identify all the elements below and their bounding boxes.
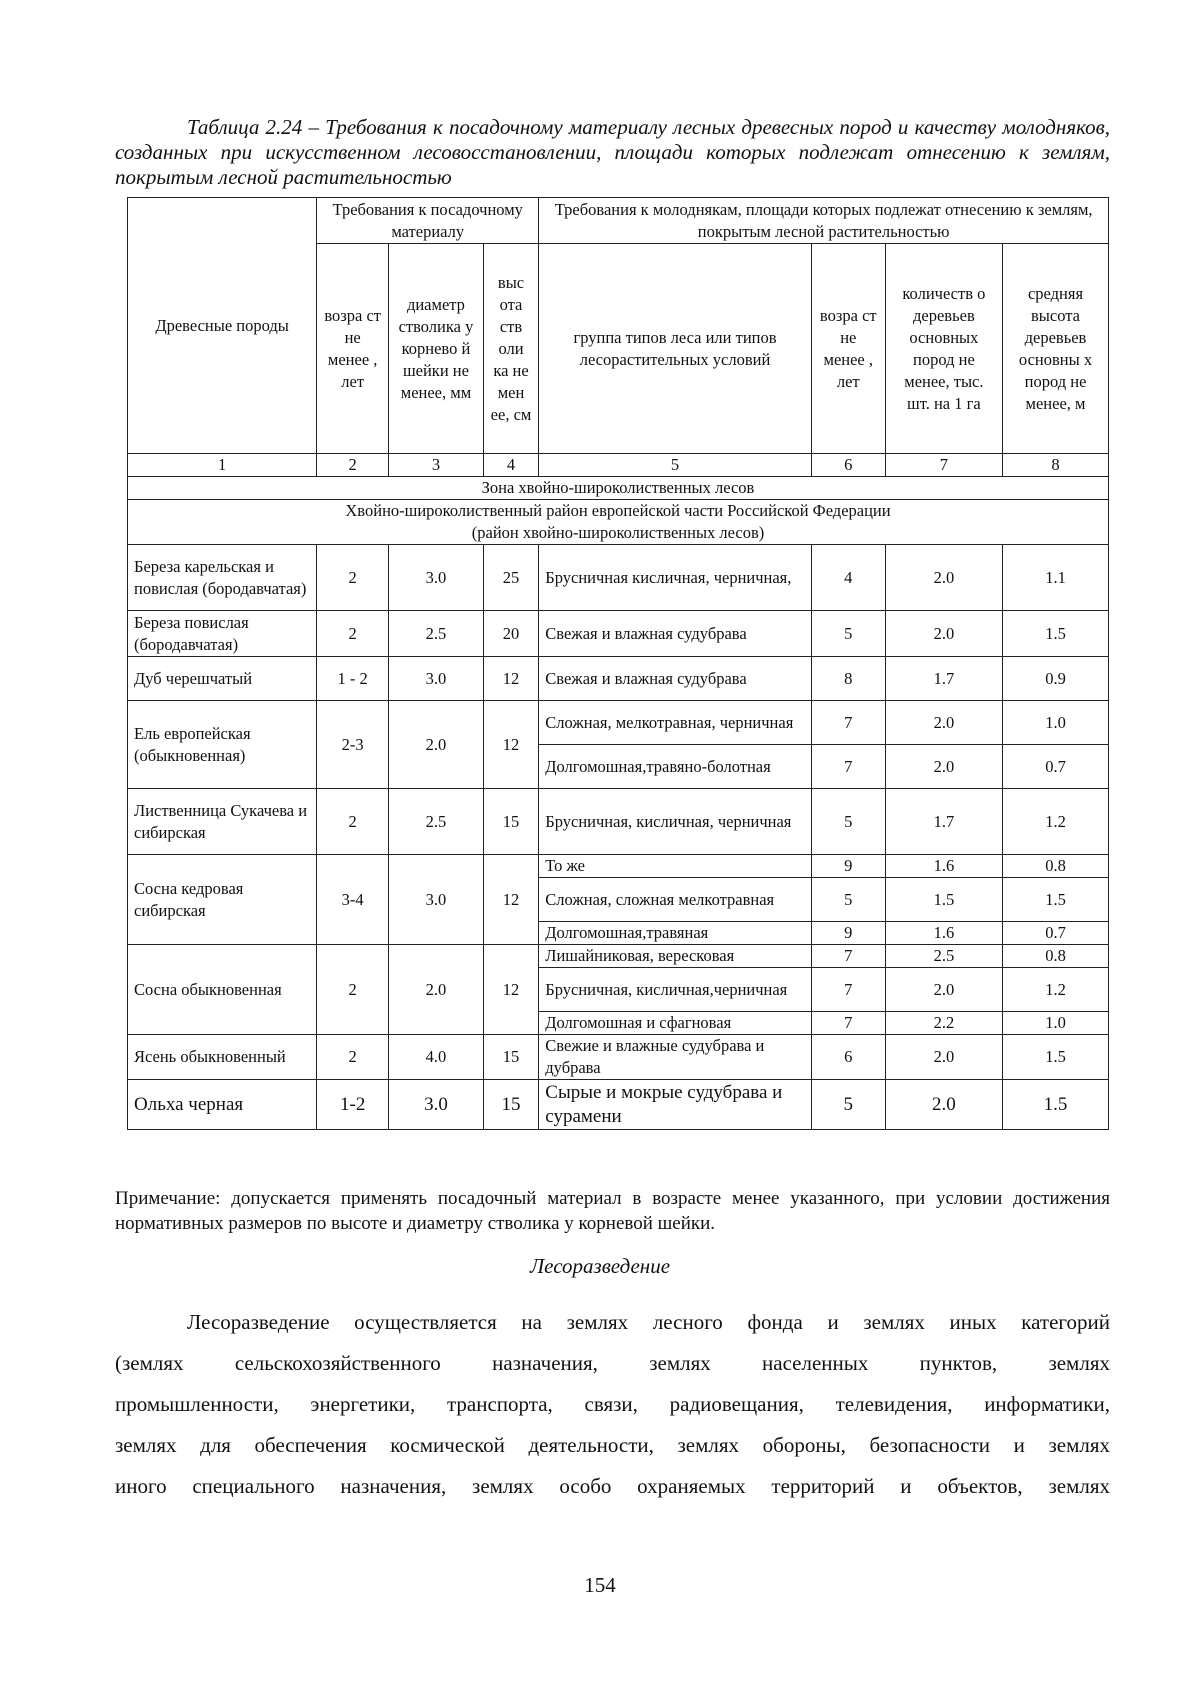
requirements-table [127, 197, 1109, 1130]
species-cell: Ясень обыкновенный [128, 1035, 317, 1080]
diameter-cell: 2.5 [389, 789, 484, 855]
forest-type-cell: Свежая и влажная судубрава [539, 657, 811, 701]
diameter-cell: 2.0 [389, 701, 484, 789]
height-cell: 12 [483, 701, 539, 789]
diameter-cell: 3.0 [389, 855, 484, 945]
table-row [128, 545, 1109, 611]
table-note: Примечание: допускается применять посадочный материал в возрасте менее указанного, при условии достижения нормативных размеров по высоте и диаметру стволика у корневой шейки. [115, 1188, 1110, 1234]
height-cell: 12 [483, 855, 539, 945]
tree-count-cell: 2.0 [885, 701, 1002, 745]
tree-count-cell: 2.0 [885, 1080, 1002, 1130]
young-age-cell: 6 [811, 1035, 885, 1080]
young-age-cell: 5 [811, 789, 885, 855]
young-age-cell: 5 [811, 1080, 885, 1130]
species-cell: Ольха черная [128, 1080, 317, 1130]
table-row [128, 611, 1109, 657]
young-age-cell: 7 [811, 1012, 885, 1035]
paragraph-line: промышленности, энергетики, транспорта, связи, радиовещания, телевидения, информатики, [115, 1392, 1110, 1416]
height-cell: 15 [483, 1080, 539, 1130]
planting-age-cell: 2-3 [317, 701, 389, 789]
forest-type-cell: Брусничная, кисличная,черничная [539, 968, 811, 1012]
header-species: Древесные породы [128, 198, 317, 454]
header-young-stands: Требования к молоднякам, площади которых подлежат отнесению к землям, покрытым лесной растительностью [539, 198, 1109, 244]
avg-height-cell: 1.5 [1003, 878, 1109, 922]
paragraph-line: Лесоразведение осуществляется на землях лесного фонда и землях иных категорий [187, 1310, 1110, 1334]
tree-count-cell: 2.0 [885, 545, 1002, 611]
height-cell: 15 [483, 789, 539, 855]
caption-line-1: Таблица 2.24 – Требования к посадочному материалу лесных древесных пород и качеству [187, 115, 997, 139]
diameter-cell: 2.5 [389, 611, 484, 657]
avg-height-cell: 1.5 [1003, 611, 1109, 657]
header-tree-count: количеств о деревьев основных пород не менее, тыс. шт. на 1 га [885, 244, 1002, 454]
header-age-young: возра ст не менее , лет [811, 244, 885, 454]
header-avg-height: средняя высота деревьев основны х пород не менее, м [1003, 244, 1109, 454]
young-age-cell: 5 [811, 611, 885, 657]
height-cell: 12 [483, 657, 539, 701]
avg-height-cell: 1.2 [1003, 789, 1109, 855]
forest-type-cell: Свежие и влажные судубрава и дубрава [539, 1035, 811, 1080]
planting-age-cell: 2 [317, 611, 389, 657]
tree-count-cell: 1.6 [885, 922, 1002, 945]
tree-count-cell: 2.2 [885, 1012, 1002, 1035]
caption-line-3: отнесению к землям, покрытым лесной растительностью [115, 140, 1110, 189]
col-number: 2 [317, 454, 389, 477]
tree-count-cell: 2.5 [885, 945, 1002, 968]
diameter-cell: 3.0 [389, 1080, 484, 1130]
table-row [128, 701, 1109, 745]
forest-type-cell: Долгомошная и сфагновая [539, 1012, 811, 1035]
height-cell: 25 [483, 545, 539, 611]
table-row [128, 945, 1109, 968]
avg-height-cell: 0.8 [1003, 855, 1109, 878]
planting-age-cell: 2 [317, 545, 389, 611]
avg-height-cell: 0.9 [1003, 657, 1109, 701]
planting-age-cell: 2 [317, 789, 389, 855]
planting-age-cell: 2 [317, 945, 389, 1035]
col-number: 8 [1003, 454, 1109, 477]
body-paragraph [115, 1302, 1110, 1507]
young-age-cell: 5 [811, 878, 885, 922]
avg-height-cell: 1.2 [1003, 968, 1109, 1012]
avg-height-cell: 1.1 [1003, 545, 1109, 611]
young-age-cell: 7 [811, 701, 885, 745]
young-age-cell: 9 [811, 855, 885, 878]
section-heading: Лесоразведение [529, 1254, 671, 1278]
paragraph-line: (землях сельскохозяйственного назначения, землях населенных пунктов, землях [115, 1351, 1110, 1375]
table-row [128, 789, 1109, 855]
tree-count-cell: 2.0 [885, 611, 1002, 657]
planting-age-cell: 3-4 [317, 855, 389, 945]
height-cell: 20 [483, 611, 539, 657]
tree-count-cell: 1.5 [885, 878, 1002, 922]
species-cell: Сосна кедровая сибирская [128, 855, 317, 945]
young-age-cell: 8 [811, 657, 885, 701]
species-cell: Сосна обыкновенная [128, 945, 317, 1035]
col-number: 7 [885, 454, 1002, 477]
forest-type-cell: Сложная, сложная мелкотравная [539, 878, 811, 922]
forest-type-cell: Брусничная, кисличная, черничная [539, 789, 811, 855]
forest-type-cell: Брусничная кисличная, черничная, [539, 545, 811, 611]
avg-height-cell: 1.5 [1003, 1035, 1109, 1080]
young-age-cell: 9 [811, 922, 885, 945]
planting-age-cell: 1 - 2 [317, 657, 389, 701]
col-number: 5 [539, 454, 811, 477]
header-planting-material: Требования к посадочному материалу [317, 198, 539, 244]
forest-type-cell: Долгомошная,травяная [539, 922, 811, 945]
region-line-1: Хвойно-широколиственный район европейской части Российской Федерации [345, 501, 891, 520]
page-number: 154 [584, 1573, 616, 1597]
table-row [128, 657, 1109, 701]
region-line-2: (район хвойно-широколиственных лесов) [471, 523, 765, 542]
paragraph-line: землях для обеспечения космической деятельности, землях обороны, безопасности и землях [115, 1433, 1110, 1457]
forest-type-cell: Долгомошная,травяно-болотная [539, 745, 811, 789]
species-cell: Дуб черешчатый [128, 657, 317, 701]
caption-line-2: молодняков, созданных при искусственном лесовосстановлении, площади которых подлежат [115, 115, 1111, 164]
col-number: 6 [811, 454, 885, 477]
height-cell: 12 [483, 945, 539, 1035]
species-cell: Ель европейская (обыкновенная) [128, 701, 317, 789]
col-number: 4 [483, 454, 539, 477]
avg-height-cell: 0.7 [1003, 745, 1109, 789]
tree-count-cell: 1.6 [885, 855, 1002, 878]
avg-height-cell: 1.0 [1003, 701, 1109, 745]
diameter-cell: 2.0 [389, 945, 484, 1035]
height-cell: 15 [483, 1035, 539, 1080]
avg-height-cell: 1.0 [1003, 1012, 1109, 1035]
header-forest-type: группа типов леса или типов лесорастительных условий [539, 244, 811, 454]
col-number: 3 [389, 454, 484, 477]
header-diameter: диаметр стволика у корнево й шейки не менее, мм [389, 244, 484, 454]
tree-count-cell: 2.0 [885, 1035, 1002, 1080]
avg-height-cell: 0.8 [1003, 945, 1109, 968]
diameter-cell: 3.0 [389, 657, 484, 701]
forest-type-cell: Лишайниковая, вересковая [539, 945, 811, 968]
planting-age-cell: 1-2 [317, 1080, 389, 1130]
header-height: выс ота ств оли ка не мен ее, см [483, 244, 539, 454]
diameter-cell: 3.0 [389, 545, 484, 611]
zone-heading: Зона хвойно-широколиственных лесов [128, 477, 1109, 500]
tree-count-cell: 1.7 [885, 657, 1002, 701]
tree-count-cell: 1.7 [885, 789, 1002, 855]
planting-age-cell: 2 [317, 1035, 389, 1080]
forest-type-cell: Свежая и влажная судубрава [539, 611, 811, 657]
avg-height-cell: 1.5 [1003, 1080, 1109, 1130]
species-cell: Береза повислая (бородавчатая) [128, 611, 317, 657]
avg-height-cell: 0.7 [1003, 922, 1109, 945]
forest-type-cell: Сырые и мокрые судубрава и сурамени [539, 1080, 811, 1130]
paragraph-line: иного специального назначения, землях особо охраняемых территорий и объектов, землях [115, 1474, 1110, 1498]
diameter-cell: 4.0 [389, 1035, 484, 1080]
species-cell: Лиственница Сукачева и сибирская [128, 789, 317, 855]
young-age-cell: 7 [811, 945, 885, 968]
young-age-cell: 7 [811, 968, 885, 1012]
tree-count-cell: 2.0 [885, 968, 1002, 1012]
table-row [128, 855, 1109, 878]
table-row [128, 1080, 1109, 1130]
forest-type-cell: То же [539, 855, 811, 878]
header-age: возра ст не менее , лет [317, 244, 389, 454]
species-cell: Береза карельская и повислая (бородавчатая) [128, 545, 317, 611]
table-row [128, 1035, 1109, 1080]
young-age-cell: 4 [811, 545, 885, 611]
tree-count-cell: 2.0 [885, 745, 1002, 789]
col-number: 1 [128, 454, 317, 477]
forest-type-cell: Сложная, мелкотравная, черничная [539, 701, 811, 745]
table-caption [115, 115, 1110, 190]
young-age-cell: 7 [811, 745, 885, 789]
region-heading [128, 500, 1109, 545]
